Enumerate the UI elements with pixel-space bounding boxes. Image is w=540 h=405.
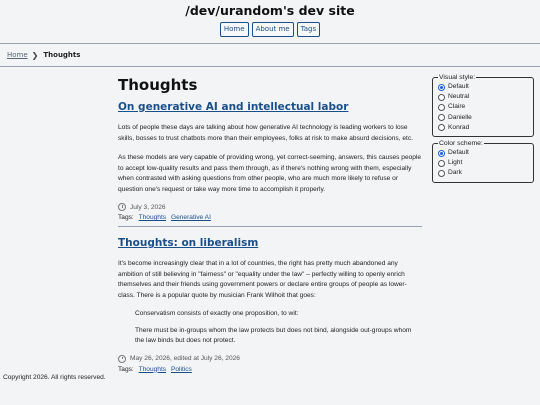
post-title-link[interactable]: On generative AI and intellectual labor xyxy=(118,101,349,113)
post-date-text: July 3, 2026 xyxy=(130,203,166,211)
color-scheme-option-default[interactable] xyxy=(438,148,528,158)
visual-style-option-default[interactable] xyxy=(438,82,528,92)
color-scheme-legend: Color scheme: xyxy=(439,140,483,148)
site-title: /dev/urandom's dev site xyxy=(185,3,355,18)
main-content xyxy=(118,76,422,373)
post-blockquote xyxy=(135,309,422,347)
radio-button[interactable] xyxy=(438,114,445,121)
visual-style-option-konrad[interactable] xyxy=(438,123,528,133)
visual-style-option-danielle[interactable] xyxy=(438,113,528,123)
visual-style-option-claire[interactable] xyxy=(438,102,528,112)
option-label: Light xyxy=(448,159,463,167)
post-tags xyxy=(118,366,422,373)
radio-button[interactable] xyxy=(438,160,445,167)
option-label: Neutral xyxy=(448,93,470,101)
radio-button[interactable] xyxy=(438,94,445,101)
color-scheme-group xyxy=(432,140,534,183)
quote-line: Conservatism consists of exactly one proposition, to wit: xyxy=(135,310,299,317)
post-paragraph: Lots of people these days are talking about how generative AI technology is leading workers to lose skills, bosses to trust chatbots more than their employees, folks at risk to make absurd decisions, etc. xyxy=(118,124,414,142)
breadcrumb xyxy=(0,44,540,67)
visual-style-option-neutral[interactable] xyxy=(438,92,528,102)
tag-link-thoughts[interactable]: Thoughts xyxy=(138,214,167,221)
tag-link-politics[interactable]: Politics xyxy=(170,365,192,373)
tags-label: Tags: xyxy=(118,214,134,221)
post-date-text: May 26, 2026, edited at July 26, 2026 xyxy=(130,355,240,362)
post-paragraph: It's become increasingly clear that in a lot of countries, the right has pretty much abandoned any ambition of still believing in "fairness" or "equality under the law" – perfectly willing to openly enrich themselves and their friends using government powers or declare entire groups of people as lower-class. There is a popular quote by musician Frank Wilhoit that goes: xyxy=(118,260,407,299)
post-generative-ai xyxy=(118,101,422,227)
color-scheme-option-dark[interactable] xyxy=(438,168,528,178)
site-header xyxy=(0,0,540,44)
chevron-right-icon: ❯ xyxy=(31,50,39,60)
post-title-link[interactable]: Thoughts: on liberalism xyxy=(118,237,259,249)
settings-sidebar xyxy=(432,74,534,186)
post-date xyxy=(118,355,422,363)
radio-button[interactable] xyxy=(438,124,445,131)
nav-about-button[interactable]: About me xyxy=(252,22,294,37)
post-divider xyxy=(118,226,422,227)
post-tags xyxy=(118,214,422,221)
post-paragraph: As these models are very capable of providing wrong, yet correct-seeming, answers, this causes people to accept low-quality results and pass them through, as if there's nothing wrong with them, especially when contrasted with asking questions from other people, who are much more likely to refuse or question one's request or take way more time to accomplish it properly. xyxy=(118,154,422,193)
radio-button[interactable] xyxy=(438,84,445,91)
option-label: Dark xyxy=(448,169,462,177)
post-liberalism xyxy=(118,237,422,373)
option-label: Claire xyxy=(448,103,466,111)
clock-icon xyxy=(118,355,126,363)
radio-button[interactable] xyxy=(438,104,445,111)
option-label: Default xyxy=(448,149,469,157)
visual-style-group xyxy=(432,74,534,137)
nav-home-button[interactable]: Home xyxy=(220,22,249,37)
tags-label: Tags: xyxy=(118,365,134,373)
radio-button[interactable] xyxy=(438,150,445,157)
top-nav xyxy=(0,22,540,37)
color-scheme-option-light[interactable] xyxy=(438,158,528,168)
breadcrumb-home-link[interactable]: Home xyxy=(7,51,28,59)
page-title: Thoughts xyxy=(118,76,198,94)
tag-link-generative-ai[interactable]: Generative AI xyxy=(170,214,211,221)
nav-tags-button[interactable]: Tags xyxy=(297,22,321,37)
option-label: Danielle xyxy=(448,113,472,121)
option-label: Default xyxy=(448,83,469,90)
option-label: Konrad xyxy=(448,123,470,131)
site-footer: Copyright 2026. All rights reserved. xyxy=(3,374,106,381)
breadcrumb-current: Thoughts xyxy=(43,51,81,59)
post-date xyxy=(118,203,422,211)
clock-icon xyxy=(118,203,126,211)
visual-style-legend: Visual style: xyxy=(439,74,476,81)
tag-link-thoughts[interactable]: Thoughts xyxy=(138,365,167,373)
quote-line: There must be in-groups whom the law protects but does not bind, alongside out-groups whom the law binds but does not protect. xyxy=(135,326,412,344)
radio-button[interactable] xyxy=(438,170,445,177)
